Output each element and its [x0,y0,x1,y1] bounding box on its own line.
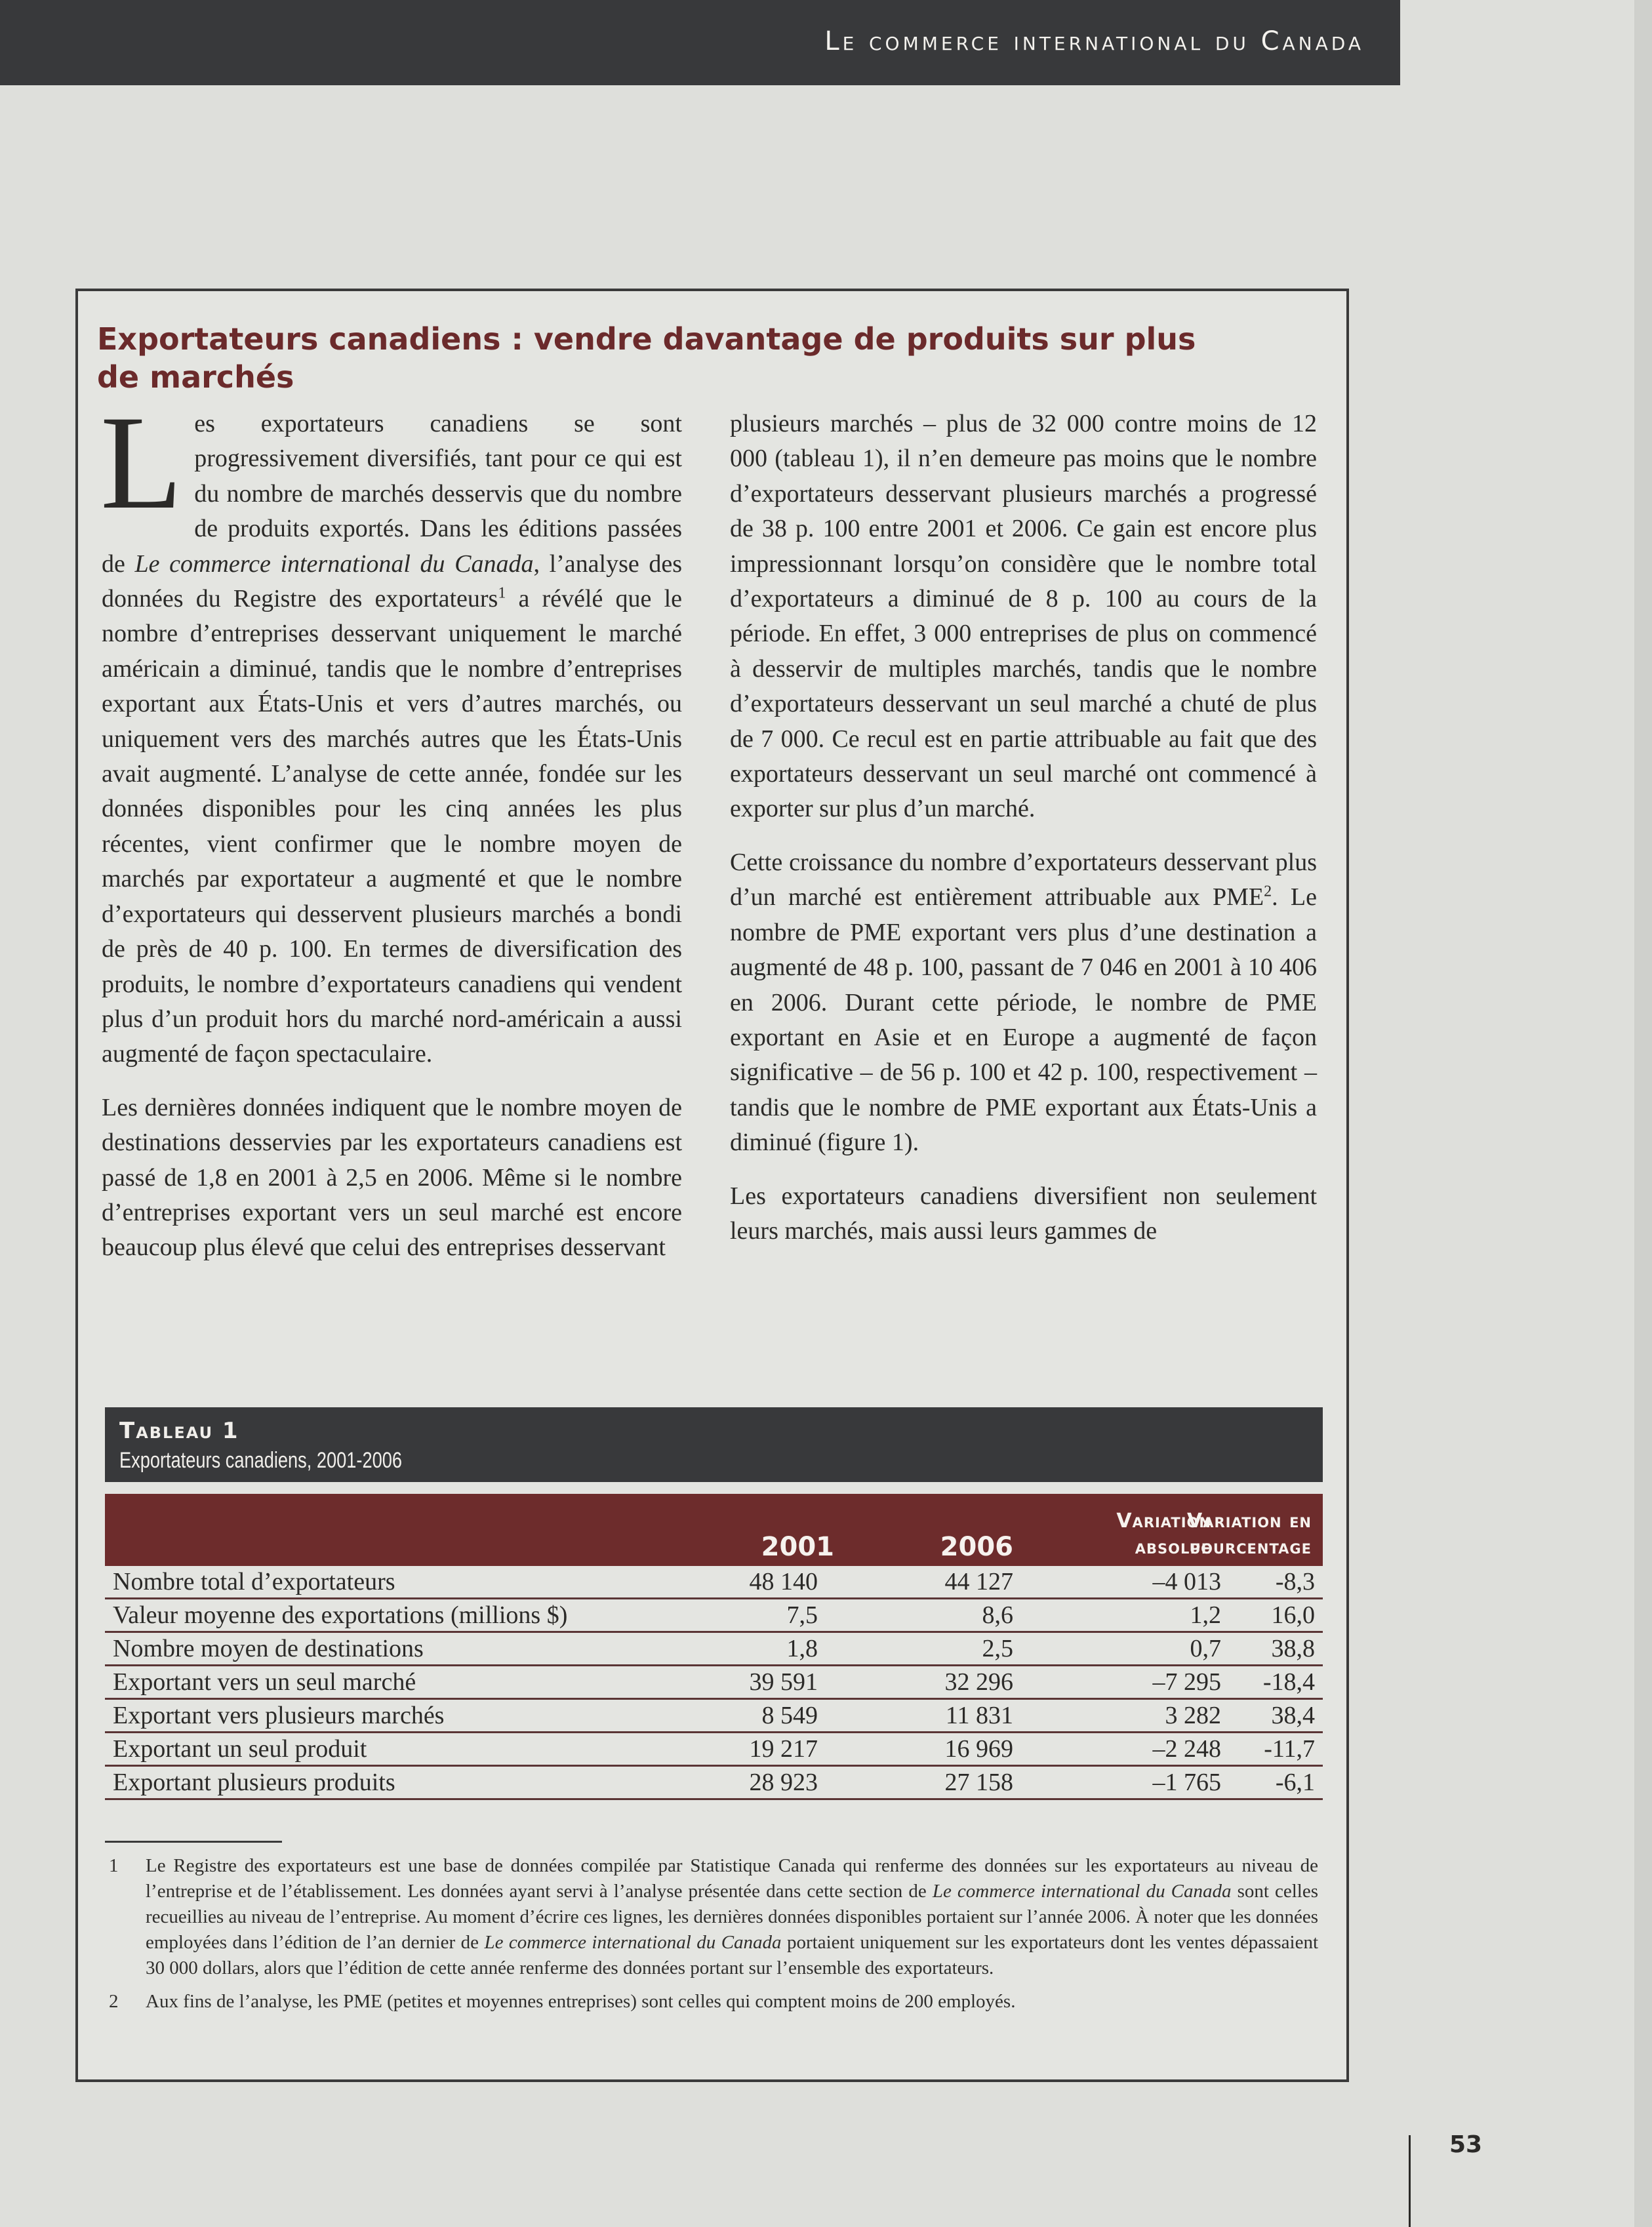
row-label: Exportant plusieurs produits [113,1769,395,1796]
cell-2001: 19 217 [749,1735,818,1763]
table-body [105,1566,1323,1800]
cell-2006: 32 296 [944,1668,1013,1696]
table-row [105,1566,1323,1599]
footnote-divider [105,1841,282,1843]
article-title: Exportateurs canadiens : vendre davantage de produits sur plus de marchés [97,321,1196,395]
running-header-title: Le commerce international du Canada [824,26,1364,56]
table-row [105,1633,1323,1666]
paragraph-1: Les exportateurs canadiens se sont progressivement diversifiés, tant pour ce qui est du nombre de marchés desservis que du nombre de produits exportés. Dans les éditions passées de Le commerce international du Canada, l’analyse des données du Registre des exportateurs$^1$ a révélé que le nombre d’entreprises desservant uniquement le marché américain a diminué, tandis que le nombre d’entreprises exportant aux États-Unis et vers d’autres marchés, ou uniquement vers des marchés autres que les États-Unis avait augmenté. L’analyse de cette année, fondée sur les données disponibles pour les cinq années les plus récentes, vient confirmer que le nombre moyen de marchés par exportateur a augmenté et que le nombre d’exportateurs qui desservent plusieurs marchés a bondi de près de 40 p. 100. En termes de diversification des produits, le nombre d’exportateurs canadiens qui vendent plus d’un produit hors du marché nord-américain a aussi augmenté de façon spectaculaire. [100,388,683,1068]
cell-variation-pourcentage: -18,4 [1262,1668,1315,1696]
cell-2006: 2,5 [982,1635,1013,1662]
column-header-2006: 2006 [940,1532,1013,1562]
row-label: Exportant vers plusieurs marchés [113,1702,445,1729]
cell-variation-pourcentage: 38,8 [1271,1635,1315,1662]
row-label: Exportant un seul produit [113,1735,367,1763]
cell-variation-absolue: –4 013 [1152,1568,1221,1595]
footnote-number: 2 [109,1991,119,2012]
row-label: Nombre moyen de destinations [113,1635,424,1662]
cell-variation-absolue: 3 282 [1165,1702,1221,1729]
footnote-2: 2 Aux fins de l’analyse, les PME (petites et moyennes entreprises) sont celles qui comptent moins de 200 employés. [105,1989,1318,2015]
table-caption [105,1407,1323,1482]
column-header-variation-absolue: Variation absolue [1116,1510,1211,1559]
row-label: Valeur moyenne des exportations (millions $) [113,1601,568,1629]
cell-2006: 44 127 [944,1568,1013,1595]
cell-variation-absolue: –1 765 [1152,1769,1221,1796]
footnote-ref-1[interactable]: 1 [498,584,506,602]
table-header-row [105,1494,1323,1566]
footnote-ref-2[interactable]: 2 [1264,883,1272,900]
row-label: Nombre total d’exportateurs [113,1568,395,1595]
cell-variation-absolue: 1,2 [1190,1601,1221,1629]
cell-2001: 48 140 [749,1568,818,1595]
cell-variation-pourcentage: 16,0 [1271,1601,1315,1629]
footnote-1: 1 Le Registre des exportateurs est une base de données compilée par Statistique Canada qui renferme des données sur les exportateurs au niveau de l’entreprise et de l’établissement. Les données ayant servi à l’analyse présentée dans cette section de Le commerce international du Canada sont celles recueillies au niveau de l’entreprise. Au moment d’écrire ces lignes, les dernières données disponibles portaient sur l’année 2006. À noter que les données employées dans l’édition de l’an dernier de Le commerce international du Canada portaient uniquement sur les exportateurs dont les ventes dépassaient 30 000 dollars, alors que l’édition de cette année renferme des données portant sur l’ensemble des exportateurs. [105,1853,1318,1981]
table-label: Tableau 1 [119,1418,239,1444]
table-subtitle: Exportateurs canadiens, 2001-2006 [119,1448,402,1473]
cell-2001: 39 591 [749,1668,818,1696]
publication-title: Le commerce international du Canada [134,550,534,578]
left-column [100,388,683,1284]
cell-2006: 11 831 [945,1702,1013,1729]
page-number: 53 [1449,2131,1483,2158]
paragraph-2: Les dernières données indiquent que le nombre moyen de destinations desservies par les exportateurs canadiens est passé de 1,8 en 2001 à 2,5 en 2006. Même si le nombre d’entreprises exportant vers un seul marché est encore beaucoup plus élevé que celui des entreprises desservant [102,1093,682,1262]
cell-variation-absolue: –2 248 [1152,1735,1221,1763]
cell-2001: 1,8 [786,1635,818,1662]
cell-2006: 16 969 [944,1735,1013,1763]
cell-variation-pourcentage: -6,1 [1275,1769,1315,1796]
cell-variation-pourcentage: 38,4 [1271,1702,1315,1729]
cell-variation-absolue: –7 295 [1152,1668,1221,1696]
row-label: Exportant vers un seul marché [113,1668,416,1696]
table-row [105,1700,1323,1733]
column-header-2001: 2001 [761,1532,834,1562]
page-number-rule [1409,2135,1411,2227]
cell-2006: 27 158 [944,1769,1013,1796]
cell-2001: 7,5 [786,1601,818,1629]
cell-2006: 8,6 [982,1601,1013,1629]
column-header-variation-pourcentage: Variation en pourcentage [1186,1510,1312,1559]
table-row [105,1767,1323,1800]
table-row [105,1733,1323,1767]
cell-2001: 28 923 [749,1769,818,1796]
cell-variation-absolue: 0,7 [1190,1635,1221,1662]
paragraph-3: plusieurs marchés – plus de 32 000 contre moins de 12 000 (tableau 1), il n’en demeure pas moins que le nombre d’exportateurs desservant plusieurs marchés a progressé de 38 p. 100 entre 2001 et 2006. Ce gain est encore plus impressionnant lorsqu’on considère que le nombre total d’exportateurs a diminué de 8 p. 100 au cours de la période. En effet, 3 000 entreprises de plus on commencé à desservir de multiples marchés, tandis que le nombre d’exportateurs desservant un seul marché a chuté de plus de 7 000. Ce recul est en partie attribuable au fait que des exportateurs desservant un seul marché ont commencé à exporter sur plus d’un marché. [730,410,1317,823]
footnote-number: 1 [109,1855,119,1876]
footnotes [105,1853,1318,2022]
cell-variation-pourcentage: -8,3 [1275,1568,1315,1595]
running-header [0,0,1400,85]
cell-2001: 8 549 [761,1702,818,1729]
paragraph-5: Les exportateurs canadiens diversifient non seulement leurs marchés, mais aussi leurs gammes de [730,1182,1317,1245]
drop-cap: L [100,388,183,537]
table-row [105,1599,1323,1633]
page-edge [1634,0,1652,2227]
table-row [105,1666,1323,1700]
paragraph-4: Cette croissance du nombre d’exportateurs desservant plus d’un marché est entièrement attribuable aux PME$^2$. Le nombre de PME exportant vers plus d’une destination a augmenté de 48 p. 100, passant de 7 046 en 2001 à 10 406 en 2006. Durant cette période, le nombre de PME exportant en Asie et en Europe a augmenté de façon significative – de 56 p. 100 et 42 p. 100, respectivement – tandis que le nombre de PME exportant aux États-Unis a diminué (figure 1). [730,848,1318,1157]
right-column [730,407,1317,1267]
cell-variation-pourcentage: -11,7 [1264,1735,1315,1763]
